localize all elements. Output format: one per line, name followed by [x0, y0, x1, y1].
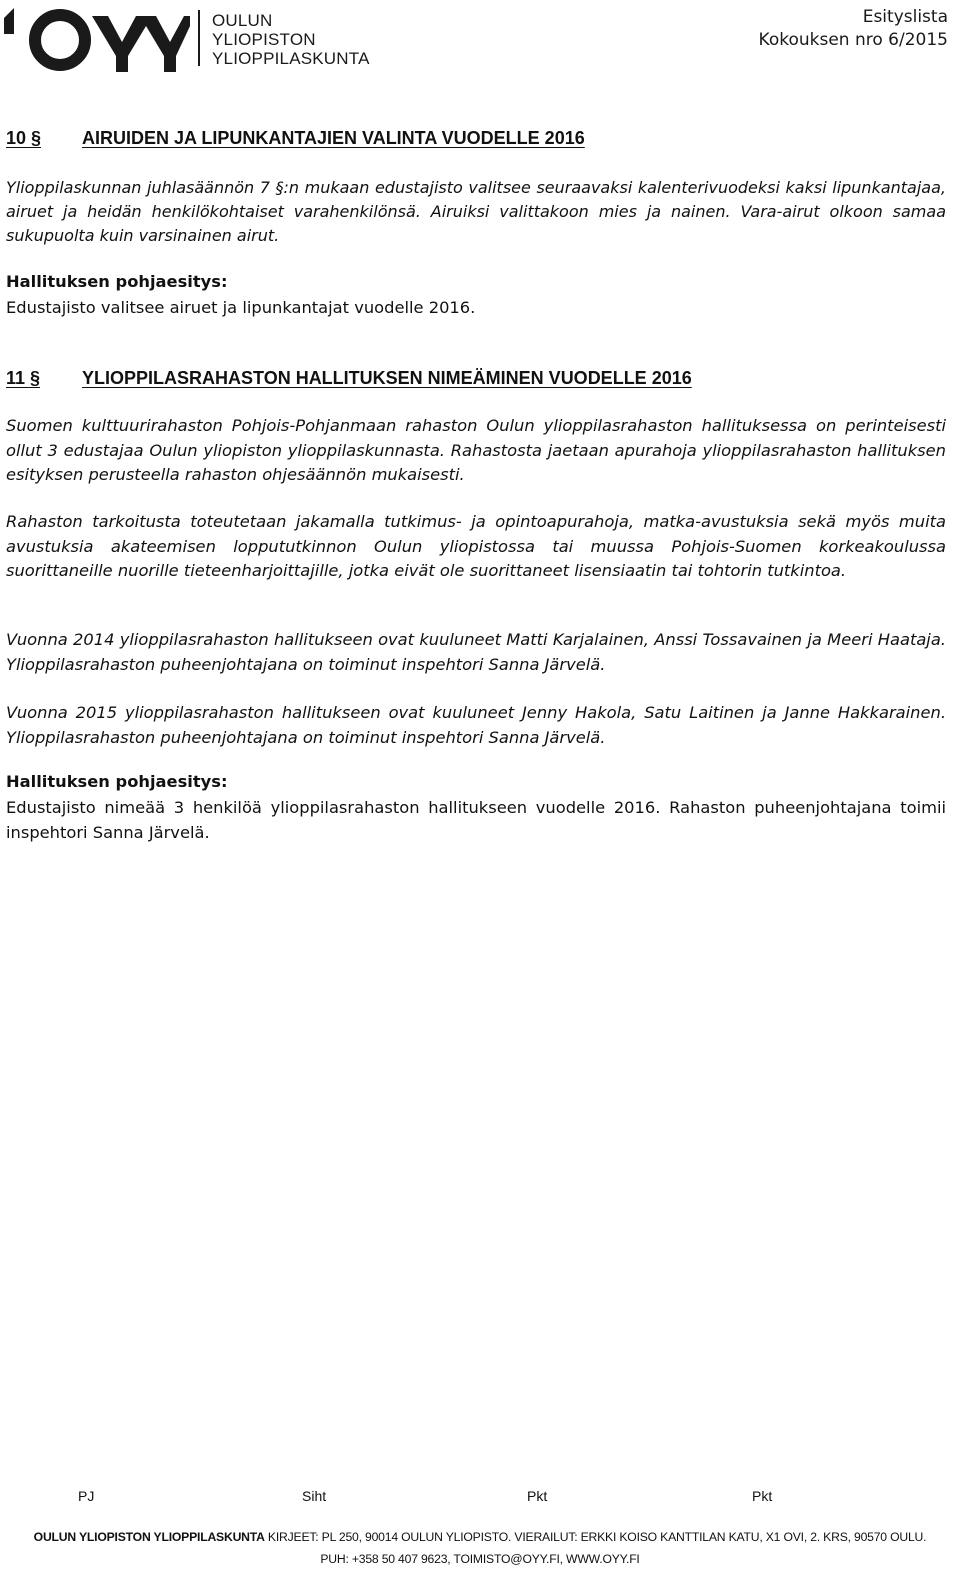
- document-meta: [759, 6, 948, 52]
- footer-contact: PUH: +358 50 407 9623, TOIMISTO@OYY.FI, WWW.OYY.FI: [320, 1552, 640, 1566]
- signature-pkt-1: Pkt: [527, 1488, 548, 1504]
- logo-line-1: OULUN: [212, 11, 273, 30]
- section-11-paragraph-4: Vuonna 2015 ylioppilasrahaston hallitukseen ovat kuuluneet Jenny Hakola, Satu Laitinen ja Janne Hakkarainen. Ylioppilasrahaston puheenjohtajana on toiminut inspehtori Sanna Järvelä.: [6, 703, 946, 747]
- document-type: Esityslista: [862, 7, 948, 27]
- section-11-paragraph-3: Vuonna 2014 ylioppilasrahaston hallitukseen ovat kuuluneet Matti Karjalainen, Anssi Tossavainen ja Meeri Haataja. Ylioppilasrahaston puheenjohtajana on toiminut inspehtori Sanna Järvelä.: [6, 630, 946, 674]
- logo-line-2: YLIOPISTON: [212, 30, 316, 49]
- footer-address-text: KIRJEET: PL 250, 90014 OULUN YLIOPISTO. VIERAILUT: ERKKI KOISO KANTTILAN KATU, X1 OVI, 2. KRS, 90570 OULU.: [264, 1530, 927, 1544]
- section-11-heading: [6, 368, 692, 389]
- logo-divider: [198, 10, 200, 66]
- section-number: 11 §: [6, 368, 41, 388]
- oyy-logo: [0, 0, 380, 80]
- section-10-heading: [6, 128, 585, 149]
- signature-pj: PJ: [78, 1488, 95, 1504]
- proposal-text: Edustajisto valitsee airuet ja lipunkantajat vuodelle 2016.: [6, 298, 476, 317]
- oyy-logo-mark: [0, 4, 190, 76]
- section-11-paragraph-2: Rahaston tarkoitusta toteutetaan jakamalla tutkimus- ja opintoapurahoja, matka-avustuksia sekä myös muita avustuksia akateemisen loppututkinnon Oulun yliopistossa tai muussa Pohjois-Suomen korkeakoulussa suorittaneille nuorille tieteenharjoittajille, jotka eivät ole suorittaneet lisensiaatin tai tohtorin tutkintoa.: [6, 512, 946, 580]
- signature-pkt-2: Pkt: [752, 1488, 773, 1504]
- meeting-number: Kokouksen nro 6/2015: [758, 30, 948, 50]
- section-title: YLIOPPILASRAHASTON HALLITUKSEN NIMEÄMINEN VUODELLE 2016: [82, 368, 692, 388]
- proposal-text: Edustajisto nimeää 3 henkilöä ylioppilasrahaston hallitukseen vuodelle 2016. Rahaston puheenjohtajana toimii inspehtori Sanna Järvelä.: [6, 798, 946, 842]
- section-title: AIRUIDEN JA LIPUNKANTAJIEN VALINTA VUODELLE 2016: [82, 128, 585, 148]
- signature-row: [0, 1488, 960, 1508]
- logo-wordmark: [212, 11, 370, 68]
- signature-siht: Siht: [302, 1488, 327, 1504]
- footer-address: [0, 1530, 960, 1544]
- footer-org: OULUN YLIOPISTON YLIOPPILASKUNTA: [33, 1530, 265, 1544]
- logo-line-3: YLIOPPILASKUNTA: [212, 49, 370, 68]
- section-11-paragraph-1: Suomen kulttuurirahaston Pohjois-Pohjanmaan rahaston Oulun ylioppilasrahaston hallituksessa on perinteisesti ollut 3 edustajaa Oulun yliopiston ylioppilaskunnasta. Rahastosta jaetaan apurahoja ylioppilasrahaston hallituksen esityksen perusteella rahaston ohjesäännön mukaisesti.: [6, 416, 946, 484]
- proposal-label: Hallituksen pohjaesitys:: [6, 772, 228, 791]
- proposal-label: Hallituksen pohjaesitys:: [6, 272, 228, 291]
- section-10-body: Ylioppilaskunnan juhlasäännön 7 §:n mukaan edustajisto valitsee seuraavaksi kalenterivuodeksi kaksi lipunkantajaa, airuet ja heidän henkilökohtaiset varahenkilönsä. Airuiksi valittakoon mies ja nainen. Vara-airut olkoon samaa sukupuolta kuin varsinainen airut.: [6, 178, 946, 245]
- section-number: 10 §: [6, 128, 42, 148]
